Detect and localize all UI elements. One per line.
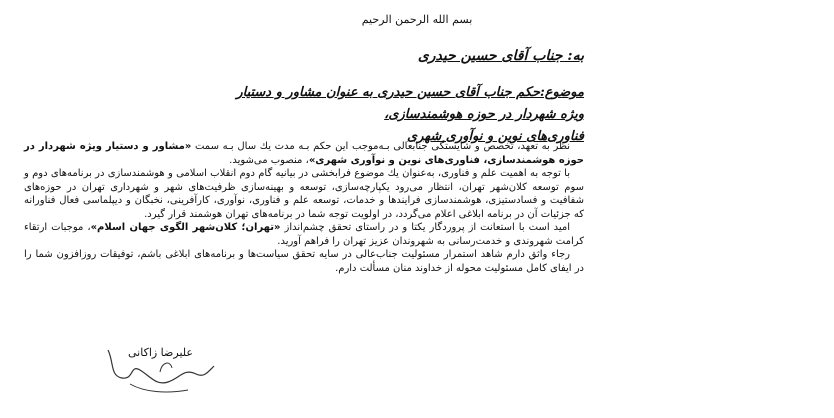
paragraph-text: ، منصوب می‌شويد. [229, 154, 309, 166]
subject-block [224, 82, 584, 148]
paragraph-vision [24, 221, 584, 248]
paragraph-appointment [24, 140, 584, 167]
basmala-heading: بسم الله الرحمن الرحيم [361, 13, 473, 26]
paragraph-expectations: با توجه به اهميت علم و فناوری، به‌عنوان يك موضوع فرابخشی در بيانيه گام دوم انقلاب اسلامی و هوشمندسازی در برنامه‌های دوم و سوم توسعه كلان‌شهر تهران، انتظار می‌رود يكپارچه‌سازی، توسعه و بهينه‌سازی ظرفيت‌های شهر و شهرداری تهران در حوزه‌های شفافيت و فسادستيزی، هوشمندسازی فرايندها و خدمات، توسعه علم و فناوری، نوآوری، كارآفرينی، نخبگان و ديپلماسی فعال فناورانه كه جزئيات آن در برنامه ابلاغی اعلام می‌گردد، در اولويت توجه شما در برنامه‌های تهران هوشمند قرار گيرد. [24, 168, 584, 220]
position-title: «مشاور و دستيار ويژه شهردار در حوزه هوشمندسازی، فناوری‌های نوين و نوآوری شهری» [24, 141, 584, 166]
letter-body [24, 140, 584, 275]
paragraph-closing: رجاء واثق دارم شاهد استمرار مسئوليت جناب‌عالی در سايه تحقق سياست‌ها و برنامه‌های ابلاغی باشم، توفيقات روزافزون شما را در ايفای كامل مسئوليت محوله از خداوند منان مسألت دارم. [24, 249, 584, 274]
handwritten-signature [100, 332, 220, 402]
paragraph-text: ، موجبات ارتقاء كرامت شهروندی و خدمت‌رسانی به شهروندان عزيز تهران را فراهم آوريد. [24, 222, 584, 247]
addressee-line: به: جناب آقای حسين حيدری [417, 48, 584, 64]
signatory-name: عليرضا زاكانی [128, 346, 193, 359]
paragraph-text: اميد است با استعانت از پروردگار يكتا و در راستای تحقق چشم‌انداز [280, 222, 570, 233]
subject-line-2: فناوری‌های نوين و نوآوری شهری [407, 129, 584, 144]
paragraph-text: نظر به تعهد، تخصص و شايستگی جنابعالی بـه‌موجب اين حكم بـه مدت يك سال بـه سمت [191, 141, 570, 152]
vision-slogan: «تهران؛ كلان‌شهر الگوی جهان اسلام» [90, 222, 281, 233]
subject-line-1: موضوع:حكم جناب آقای حسين حيدری به عنوان مشاور و دستيار ويژه شهردار در حوزه هوشمندسازی، [236, 85, 584, 122]
